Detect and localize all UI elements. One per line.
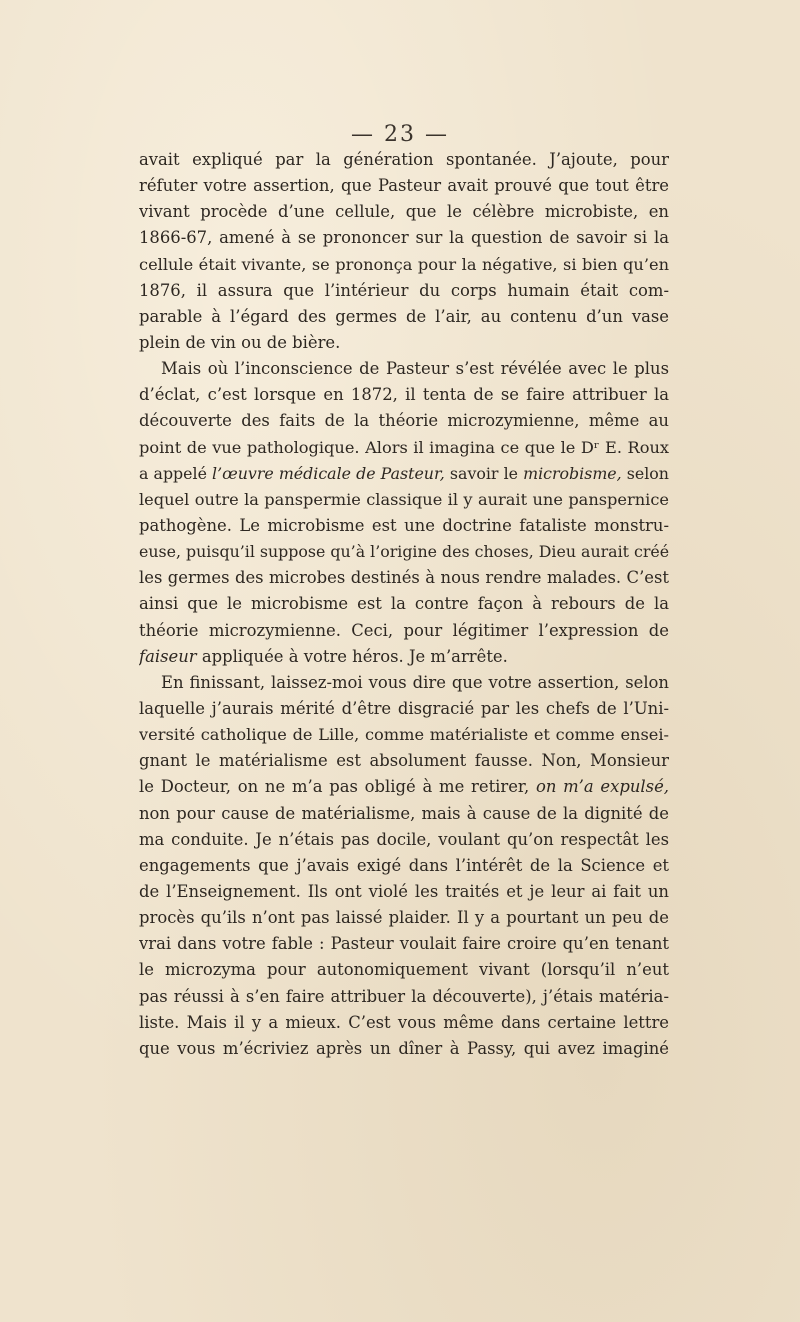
text-line: le microzyma pour autonomiquement vivant (lorsqu’il n’eut	[139, 960, 669, 980]
text-line: euse, puisqu’il suppose qu’à l’origine des choses, Dieu aurait créé	[139, 542, 669, 562]
text-line: non pour cause de matérialisme, mais à cause de la dignité de	[139, 803, 669, 823]
text-line: liste. Mais il y a mieux. C’est vous même dans certaine lettre	[139, 1012, 669, 1032]
text-line: 1866-67, amené à se prononcer sur la question de savoir si la	[139, 228, 669, 248]
text-line: gnant le matérialisme est absolument fausse. Non, Monsieur	[139, 751, 669, 771]
text-line: pathogène. Le microbisme est une doctrine fataliste monstru-	[139, 515, 669, 535]
text-line: d’éclat, c’est lorsque en 1872, il tenta de se faire attribuer la	[139, 385, 669, 405]
text-segment: le Docteur, on ne m’a pas obligé à me retirer,	[139, 777, 530, 797]
text-line: les germes des microbes destinés à nous rendre malades. C’est	[139, 568, 669, 588]
italic-term: faiseur	[139, 646, 197, 666]
text-line: laquelle j’aurais mérité d’être disgracié par les chefs de l’Uni-	[139, 698, 669, 718]
text-line: 1876, il assura que l’intérieur du corps humain était com-	[139, 280, 669, 300]
text-line: point de vue pathologique. Alors il imagina ce que le Dʳ E. Roux	[139, 437, 669, 457]
text-line: vivant procède d’une cellule, que le célèbre microbiste, en	[139, 202, 669, 222]
text-line: Mais où l’inconscience de Pasteur s’est révélée avec le plus	[161, 359, 669, 379]
text-line: que vous m’écriviez après un dîner à Passy, qui avez imaginé	[139, 1038, 669, 1058]
text-line	[139, 461, 669, 487]
text-line	[139, 774, 669, 800]
text-line: avait expliqué par la génération spontanée. J’ajoute, pour	[139, 150, 669, 169]
body-text	[139, 147, 669, 1062]
text-line: de l’Enseignement. Ils ont violé les traités et je leur ai fait un	[139, 881, 669, 901]
text-line: parable à l’égard des germes de l’air, au contenu d’un vase	[139, 306, 669, 326]
text-line: plein de vin ou de bière.	[139, 332, 341, 352]
text-line: vrai dans votre fable : Pasteur voulait faire croire qu’en tenant	[139, 934, 669, 954]
text-line: versité catholique de Lille, comme matérialiste et comme ensei-	[139, 725, 669, 745]
page-number: — 23 —	[351, 122, 449, 147]
text-segment: appliquée à votre héros. Je m’arrête.	[201, 646, 508, 666]
text-segment: savoir le	[449, 463, 518, 483]
italic-term: microbisme,	[523, 463, 622, 483]
text-line: pas réussi à s’en faire attribuer la découverte), j’étais matéria-	[139, 986, 669, 1006]
italic-phrase: on m’a expulsé,	[535, 777, 669, 797]
text-line: ma conduite. Je n’étais pas docile, voulant qu’on respectât les	[139, 829, 669, 849]
text-segment: a appelé	[139, 463, 207, 483]
text-line: ainsi que le microbisme est la contre façon à rebours de la	[139, 594, 669, 614]
text-line: cellule était vivante, se prononça pour la négative, si bien qu’en	[139, 254, 669, 274]
text-line: découverte des faits de la théorie microzymienne, même au	[139, 411, 669, 431]
text-line	[139, 644, 669, 670]
text-line: procès qu’ils n’ont pas laissé plaider. Il y a pourtant un peu de	[139, 908, 669, 928]
text-line: En finissant, laissez-moi vous dire que votre assertion, selon	[161, 672, 669, 692]
text-line: théorie microzymienne. Ceci, pour légitimer l’expression de	[139, 620, 669, 640]
text-line: réfuter votre assertion, que Pasteur avait prouvé que tout être	[139, 176, 669, 196]
text-line: engagements que j’avais exigé dans l’intérêt de la Science et	[139, 855, 669, 875]
italic-title: l’œuvre médicale de Pasteur,	[212, 463, 445, 483]
text-line: lequel outre la panspermie classique il y aurait une panspernice	[139, 489, 669, 509]
text-segment: selon	[626, 463, 669, 483]
